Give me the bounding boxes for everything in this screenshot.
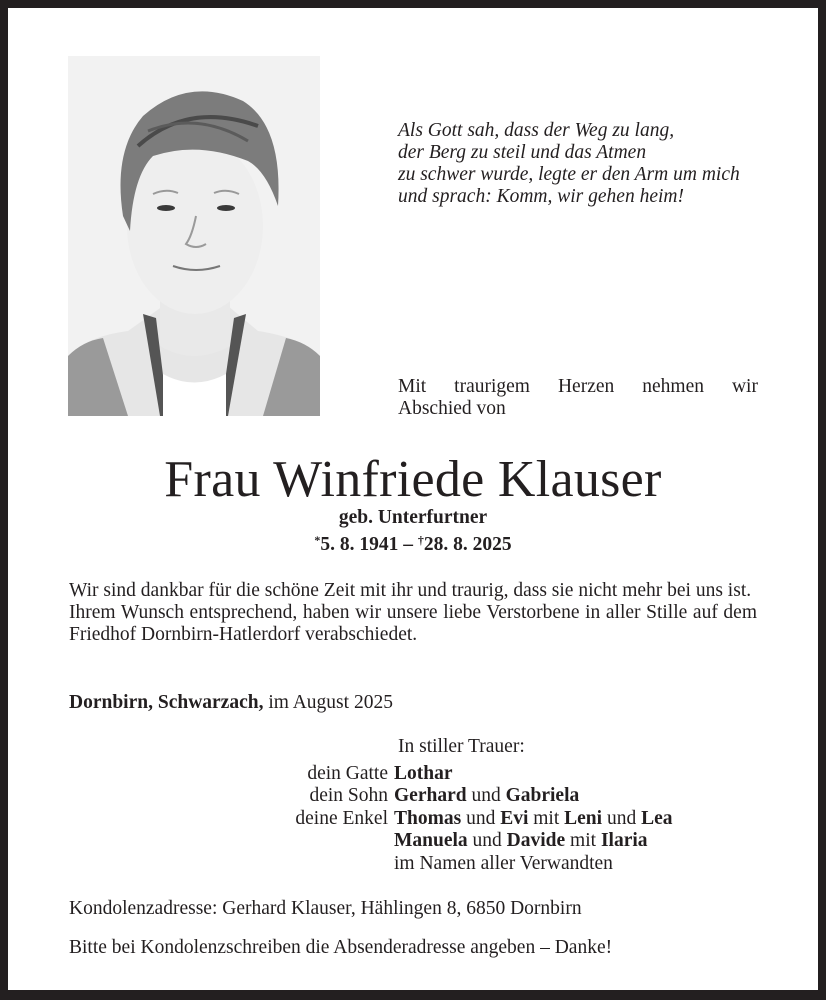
relation-label: deine Enkel xyxy=(295,807,388,829)
mourner-name: Leni xyxy=(564,807,603,829)
mourner-name: Davide xyxy=(506,830,566,851)
condolence-request: Bitte bei Kondolenzschreiben die Absenderadresse angeben – Danke! xyxy=(69,937,613,958)
places: Dornbirn, Schwarzach, xyxy=(69,692,264,713)
mourner-names xyxy=(394,785,818,808)
quote-line: Als Gott sah, dass der Weg zu lang, xyxy=(398,120,675,141)
condolence-address: Kondolenzadresse: Gerhard Klauser, Hählingen 8, 6850 Dornbirn xyxy=(69,898,582,919)
mourner-name: Lea xyxy=(641,807,673,829)
connector-text: mit xyxy=(565,830,601,851)
mourners-list xyxy=(8,736,818,875)
intro-word: wir xyxy=(731,376,758,397)
quote-line: der Berg zu steil und das Atmen xyxy=(398,142,647,163)
mourner-name: Gabriela xyxy=(505,785,580,806)
mourner-name: Gerhard xyxy=(394,785,467,806)
relation-label: dein Sohn xyxy=(309,785,388,806)
mourner-name: Evi xyxy=(500,807,529,829)
connector-text: und xyxy=(467,830,507,851)
date-separator: – xyxy=(398,534,418,555)
mourner-rows xyxy=(8,763,818,876)
intro-line-2: Abschied von xyxy=(398,398,506,419)
body-paragraph-1: Wir sind dankbar für die schöne Zeit mit ihr und traurig, dass sie nicht mehr bei uns ist. xyxy=(69,580,752,601)
mourner-row xyxy=(8,763,818,786)
death-date: 28. 8. 2025 xyxy=(423,534,512,555)
relation-label: dein Gatte xyxy=(307,762,388,784)
relation-label xyxy=(8,853,394,876)
obituary-notice xyxy=(8,8,818,990)
mourner-names xyxy=(394,808,818,831)
connector-text: und xyxy=(466,785,506,806)
birth-star-icon: * xyxy=(314,533,321,547)
mourner-name: Ilaria xyxy=(600,830,648,851)
mourner-row xyxy=(8,808,818,831)
mourner-name: Manuela xyxy=(394,830,468,851)
intro-line-1 xyxy=(398,376,758,398)
mourner-row xyxy=(8,785,818,808)
intro-word: nehmen xyxy=(642,376,704,397)
intro-word: Herzen xyxy=(557,376,615,397)
place-and-date xyxy=(69,692,393,714)
intro-word: Mit xyxy=(398,376,427,397)
mourner-names xyxy=(394,830,818,853)
life-dates xyxy=(8,529,818,556)
memorial-quote xyxy=(398,120,778,208)
mourner-names xyxy=(394,853,818,876)
mourners-heading: In stiller Trauer: xyxy=(398,736,525,757)
relation-label xyxy=(8,830,394,853)
birth-date: 5. 8. 1941 xyxy=(320,534,399,555)
connector-text: und xyxy=(602,807,642,829)
connector-text: im Namen aller Verwandten xyxy=(394,852,613,874)
mourner-name: Lothar xyxy=(394,762,453,784)
quote-line: und sprach: Komm, wir gehen heim! xyxy=(398,186,684,207)
portrait-photo xyxy=(68,56,320,416)
connector-text: mit xyxy=(528,807,565,829)
quote-line: zu schwer wurde, legte er den Arm um mich xyxy=(398,164,740,185)
farewell-intro xyxy=(398,376,758,420)
portrait-photo-icon xyxy=(68,56,320,416)
mourner-name: Thomas xyxy=(394,807,462,829)
maiden-name: geb. Unterfurtner xyxy=(338,507,488,528)
mourner-row xyxy=(8,853,818,876)
connector-text: und xyxy=(461,807,501,829)
date-text: im August 2025 xyxy=(263,692,393,713)
body-paragraph-2: Ihrem Wunsch entsprechend, haben wir unsere liebe Verstorbene in aller Stille auf dem Friedhof Dornbirn-Hatlerdorf verabschiedet. xyxy=(69,602,757,645)
mourner-row xyxy=(8,830,818,853)
intro-word: traurigem xyxy=(454,376,530,397)
obituary-body xyxy=(69,580,757,646)
death-cross-icon: † xyxy=(417,533,424,547)
deceased-name: Frau Winfriede Klauser xyxy=(164,451,662,508)
mourner-names xyxy=(394,763,818,786)
